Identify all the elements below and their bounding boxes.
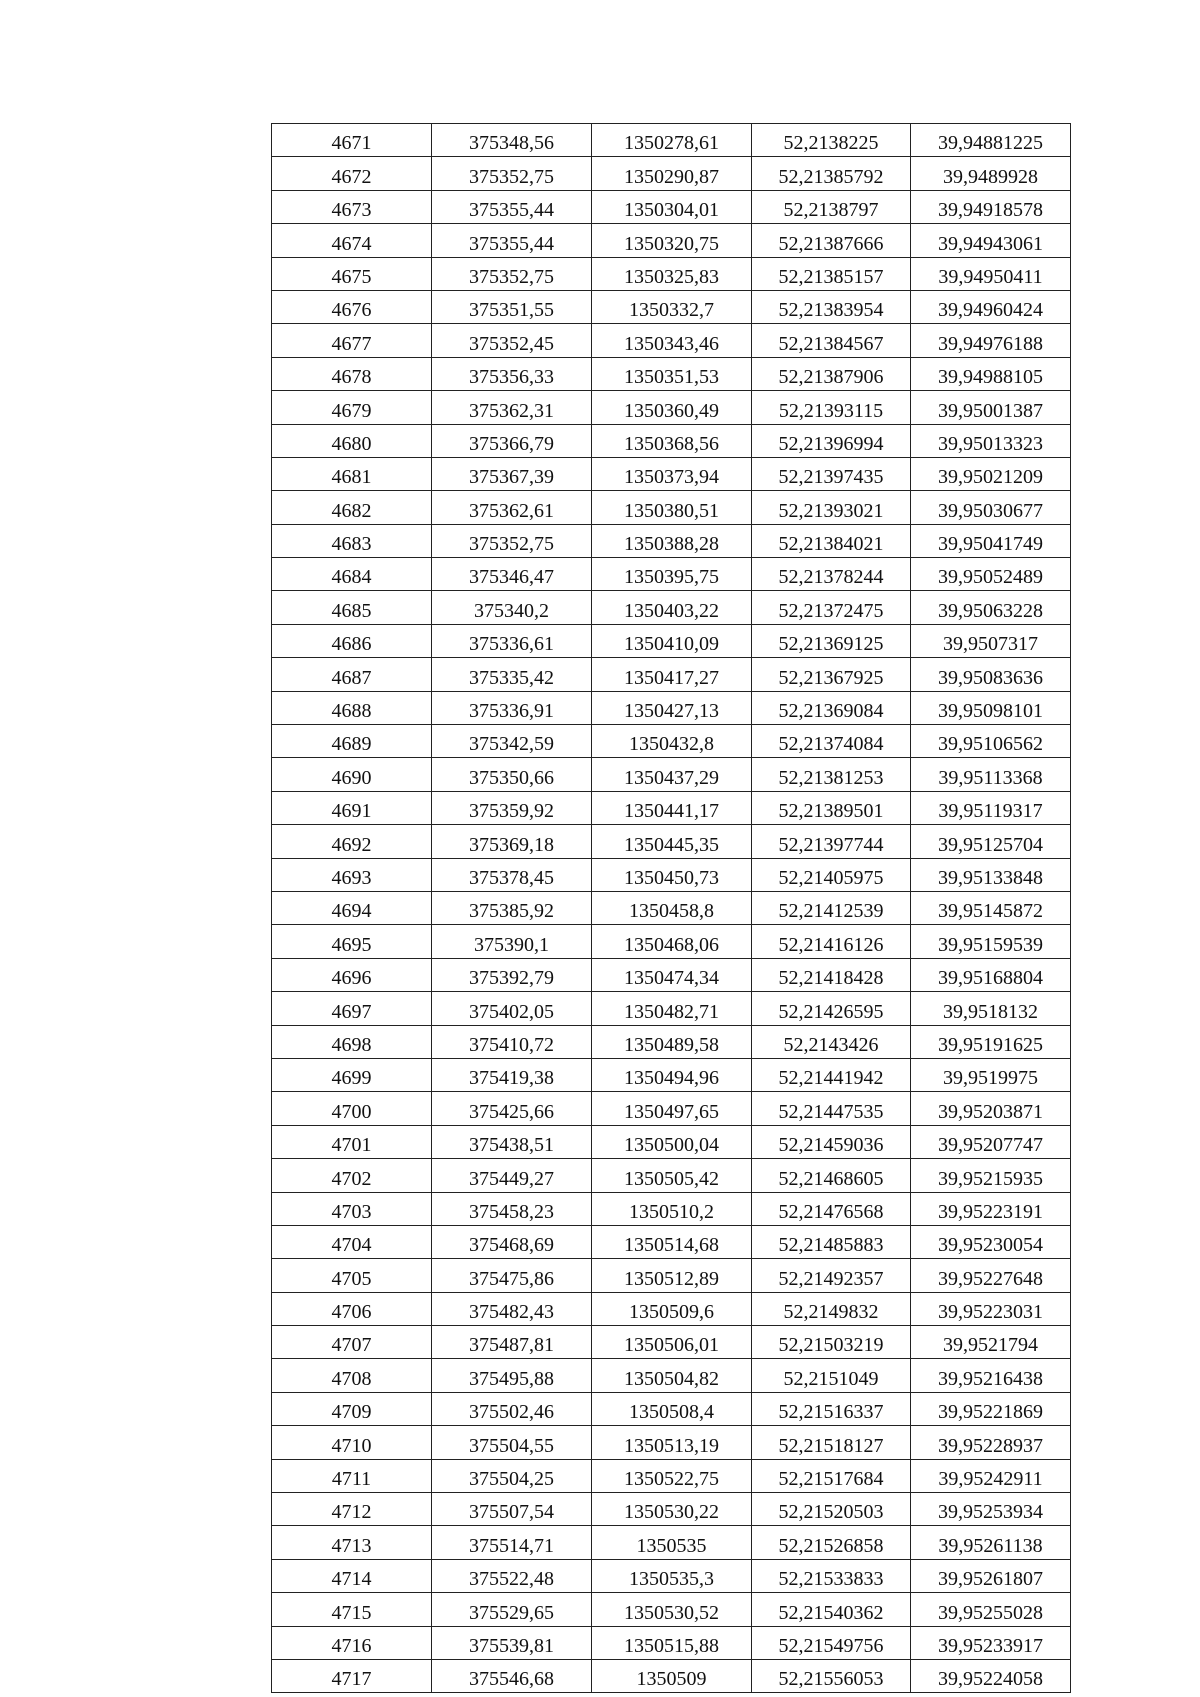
- table-row: [272, 357, 1071, 390]
- point-number-cell: 4712: [272, 1493, 432, 1526]
- y-coordinate-cell: 1350514,68: [592, 1225, 752, 1258]
- y-coordinate-cell: 1350368,56: [592, 424, 752, 457]
- x-coordinate-cell: 375336,91: [432, 691, 592, 724]
- y-coordinate-cell: 1350497,65: [592, 1092, 752, 1125]
- x-coordinate-cell: 375367,39: [432, 457, 592, 490]
- point-number-cell: 4677: [272, 324, 432, 357]
- point-number-cell: 4688: [272, 691, 432, 724]
- table-row: [272, 1326, 1071, 1359]
- table-row: [272, 1392, 1071, 1425]
- table-row: [272, 758, 1071, 791]
- latitude-cell: 52,21418428: [752, 958, 911, 991]
- table-row: [272, 157, 1071, 190]
- point-number-cell: 4698: [272, 1025, 432, 1058]
- latitude-cell: 52,21396994: [752, 424, 911, 457]
- longitude-cell: 39,95255028: [911, 1593, 1071, 1626]
- x-coordinate-cell: 375359,92: [432, 791, 592, 824]
- latitude-cell: 52,21385792: [752, 157, 911, 190]
- latitude-cell: 52,21378244: [752, 558, 911, 591]
- latitude-cell: 52,21459036: [752, 1125, 911, 1158]
- y-coordinate-cell: 1350304,01: [592, 190, 752, 223]
- point-number-cell: 4700: [272, 1092, 432, 1125]
- x-coordinate-cell: 375546,68: [432, 1659, 592, 1692]
- x-coordinate-cell: 375348,56: [432, 124, 592, 157]
- latitude-cell: 52,21549756: [752, 1626, 911, 1659]
- longitude-cell: 39,9507317: [911, 624, 1071, 657]
- latitude-cell: 52,2138797: [752, 190, 911, 223]
- point-number-cell: 4696: [272, 958, 432, 991]
- longitude-cell: 39,95083636: [911, 658, 1071, 691]
- longitude-cell: 39,9489928: [911, 157, 1071, 190]
- point-number-cell: 4685: [272, 591, 432, 624]
- table-row: [272, 424, 1071, 457]
- latitude-cell: 52,21387906: [752, 357, 911, 390]
- x-coordinate-cell: 375514,71: [432, 1526, 592, 1559]
- longitude-cell: 39,95159539: [911, 925, 1071, 958]
- latitude-cell: 52,21468605: [752, 1159, 911, 1192]
- x-coordinate-cell: 375335,42: [432, 658, 592, 691]
- x-coordinate-cell: 375502,46: [432, 1392, 592, 1425]
- longitude-cell: 39,95001387: [911, 391, 1071, 424]
- x-coordinate-cell: 375539,81: [432, 1626, 592, 1659]
- longitude-cell: 39,95021209: [911, 457, 1071, 490]
- x-coordinate-cell: 375352,75: [432, 524, 592, 557]
- table-row: [272, 391, 1071, 424]
- y-coordinate-cell: 1350332,7: [592, 290, 752, 323]
- point-number-cell: 4695: [272, 925, 432, 958]
- latitude-cell: 52,21387666: [752, 224, 911, 257]
- y-coordinate-cell: 1350432,8: [592, 725, 752, 758]
- x-coordinate-cell: 375350,66: [432, 758, 592, 791]
- y-coordinate-cell: 1350474,34: [592, 958, 752, 991]
- latitude-cell: 52,21393115: [752, 391, 911, 424]
- point-number-cell: 4679: [272, 391, 432, 424]
- table-row: [272, 1092, 1071, 1125]
- longitude-cell: 39,95261807: [911, 1559, 1071, 1592]
- longitude-cell: 39,95224058: [911, 1659, 1071, 1692]
- point-number-cell: 4694: [272, 891, 432, 924]
- table-row: [272, 725, 1071, 758]
- longitude-cell: 39,94976188: [911, 324, 1071, 357]
- x-coordinate-cell: 375356,33: [432, 357, 592, 390]
- x-coordinate-cell: 375468,69: [432, 1225, 592, 1258]
- x-coordinate-cell: 375351,55: [432, 290, 592, 323]
- point-number-cell: 4686: [272, 624, 432, 657]
- latitude-cell: 52,21520503: [752, 1493, 911, 1526]
- point-number-cell: 4692: [272, 825, 432, 858]
- longitude-cell: 39,95221869: [911, 1392, 1071, 1425]
- longitude-cell: 39,95228937: [911, 1426, 1071, 1459]
- longitude-cell: 39,95216438: [911, 1359, 1071, 1392]
- y-coordinate-cell: 1350508,4: [592, 1392, 752, 1425]
- y-coordinate-cell: 1350427,13: [592, 691, 752, 724]
- x-coordinate-cell: 375482,43: [432, 1292, 592, 1325]
- x-coordinate-cell: 375495,88: [432, 1359, 592, 1392]
- y-coordinate-cell: 1350380,51: [592, 491, 752, 524]
- latitude-cell: 52,21485883: [752, 1225, 911, 1258]
- point-number-cell: 4681: [272, 457, 432, 490]
- longitude-cell: 39,9518132: [911, 992, 1071, 1025]
- point-number-cell: 4708: [272, 1359, 432, 1392]
- x-coordinate-cell: 375336,61: [432, 624, 592, 657]
- latitude-cell: 52,21476568: [752, 1192, 911, 1225]
- table-row: [272, 1426, 1071, 1459]
- point-number-cell: 4716: [272, 1626, 432, 1659]
- table-row: [272, 491, 1071, 524]
- latitude-cell: 52,21426595: [752, 992, 911, 1025]
- point-number-cell: 4699: [272, 1058, 432, 1091]
- x-coordinate-cell: 375362,31: [432, 391, 592, 424]
- longitude-cell: 39,95203871: [911, 1092, 1071, 1125]
- x-coordinate-cell: 375366,79: [432, 424, 592, 457]
- y-coordinate-cell: 1350325,83: [592, 257, 752, 290]
- x-coordinate-cell: 375392,79: [432, 958, 592, 991]
- table-row: [272, 858, 1071, 891]
- point-number-cell: 4715: [272, 1593, 432, 1626]
- y-coordinate-cell: 1350505,42: [592, 1159, 752, 1192]
- y-coordinate-cell: 1350530,52: [592, 1593, 752, 1626]
- table-row: [272, 825, 1071, 858]
- y-coordinate-cell: 1350388,28: [592, 524, 752, 557]
- longitude-cell: 39,95013323: [911, 424, 1071, 457]
- y-coordinate-cell: 1350513,19: [592, 1426, 752, 1459]
- longitude-cell: 39,95041749: [911, 524, 1071, 557]
- y-coordinate-cell: 1350403,22: [592, 591, 752, 624]
- y-coordinate-cell: 1350417,27: [592, 658, 752, 691]
- longitude-cell: 39,94943061: [911, 224, 1071, 257]
- table-row: [272, 124, 1071, 157]
- x-coordinate-cell: 375352,75: [432, 257, 592, 290]
- y-coordinate-cell: 1350320,75: [592, 224, 752, 257]
- y-coordinate-cell: 1350351,53: [592, 357, 752, 390]
- point-number-cell: 4671: [272, 124, 432, 157]
- x-coordinate-cell: 375504,55: [432, 1426, 592, 1459]
- y-coordinate-cell: 1350395,75: [592, 558, 752, 591]
- point-number-cell: 4672: [272, 157, 432, 190]
- y-coordinate-cell: 1350450,73: [592, 858, 752, 891]
- latitude-cell: 52,21416126: [752, 925, 911, 958]
- point-number-cell: 4693: [272, 858, 432, 891]
- y-coordinate-cell: 1350373,94: [592, 457, 752, 490]
- table-row: [272, 1292, 1071, 1325]
- longitude-cell: 39,95233917: [911, 1626, 1071, 1659]
- x-coordinate-cell: 375504,25: [432, 1459, 592, 1492]
- y-coordinate-cell: 1350360,49: [592, 391, 752, 424]
- longitude-cell: 39,95106562: [911, 725, 1071, 758]
- longitude-cell: 39,94960424: [911, 290, 1071, 323]
- table-row: [272, 1593, 1071, 1626]
- table-row: [272, 1192, 1071, 1225]
- longitude-cell: 39,95261138: [911, 1526, 1071, 1559]
- table-row: [272, 257, 1071, 290]
- x-coordinate-cell: 375378,45: [432, 858, 592, 891]
- point-number-cell: 4704: [272, 1225, 432, 1258]
- point-number-cell: 4683: [272, 524, 432, 557]
- y-coordinate-cell: 1350494,96: [592, 1058, 752, 1091]
- point-number-cell: 4673: [272, 190, 432, 223]
- y-coordinate-cell: 1350504,82: [592, 1359, 752, 1392]
- x-coordinate-cell: 375522,48: [432, 1559, 592, 1592]
- latitude-cell: 52,21441942: [752, 1058, 911, 1091]
- latitude-cell: 52,21384021: [752, 524, 911, 557]
- table-row: [272, 1159, 1071, 1192]
- latitude-cell: 52,2149832: [752, 1292, 911, 1325]
- y-coordinate-cell: 1350468,06: [592, 925, 752, 958]
- y-coordinate-cell: 1350489,58: [592, 1025, 752, 1058]
- table-row: [272, 958, 1071, 991]
- latitude-cell: 52,21503219: [752, 1326, 911, 1359]
- point-number-cell: 4690: [272, 758, 432, 791]
- latitude-cell: 52,21397435: [752, 457, 911, 490]
- table-row: [272, 691, 1071, 724]
- latitude-cell: 52,2138225: [752, 124, 911, 157]
- x-coordinate-cell: 375449,27: [432, 1159, 592, 1192]
- point-number-cell: 4697: [272, 992, 432, 1025]
- point-number-cell: 4682: [272, 491, 432, 524]
- longitude-cell: 39,95133848: [911, 858, 1071, 891]
- x-coordinate-cell: 375340,2: [432, 591, 592, 624]
- longitude-cell: 39,9519975: [911, 1058, 1071, 1091]
- point-number-cell: 4691: [272, 791, 432, 824]
- x-coordinate-cell: 375390,1: [432, 925, 592, 958]
- latitude-cell: 52,21381253: [752, 758, 911, 791]
- longitude-cell: 39,95113368: [911, 758, 1071, 791]
- latitude-cell: 52,21517684: [752, 1459, 911, 1492]
- latitude-cell: 52,21369084: [752, 691, 911, 724]
- table-row: [272, 891, 1071, 924]
- point-number-cell: 4717: [272, 1659, 432, 1692]
- point-number-cell: 4674: [272, 224, 432, 257]
- table-row: [272, 190, 1071, 223]
- point-number-cell: 4707: [272, 1326, 432, 1359]
- x-coordinate-cell: 375458,23: [432, 1192, 592, 1225]
- point-number-cell: 4678: [272, 357, 432, 390]
- point-number-cell: 4706: [272, 1292, 432, 1325]
- latitude-cell: 52,2143426: [752, 1025, 911, 1058]
- latitude-cell: 52,21397744: [752, 825, 911, 858]
- x-coordinate-cell: 375529,65: [432, 1593, 592, 1626]
- point-number-cell: 4701: [272, 1125, 432, 1158]
- latitude-cell: 52,21533833: [752, 1559, 911, 1592]
- longitude-cell: 39,95030677: [911, 491, 1071, 524]
- table-row: [272, 224, 1071, 257]
- y-coordinate-cell: 1350535,3: [592, 1559, 752, 1592]
- y-coordinate-cell: 1350509: [592, 1659, 752, 1692]
- longitude-cell: 39,95168804: [911, 958, 1071, 991]
- table-row: [272, 1125, 1071, 1158]
- longitude-cell: 39,95227648: [911, 1259, 1071, 1292]
- latitude-cell: 52,2151049: [752, 1359, 911, 1392]
- longitude-cell: 39,94918578: [911, 190, 1071, 223]
- longitude-cell: 39,95098101: [911, 691, 1071, 724]
- y-coordinate-cell: 1350410,09: [592, 624, 752, 657]
- longitude-cell: 39,95125704: [911, 825, 1071, 858]
- x-coordinate-cell: 375355,44: [432, 190, 592, 223]
- y-coordinate-cell: 1350500,04: [592, 1125, 752, 1158]
- table-row: [272, 1526, 1071, 1559]
- longitude-cell: 39,95119317: [911, 791, 1071, 824]
- table-row: [272, 524, 1071, 557]
- x-coordinate-cell: 375507,54: [432, 1493, 592, 1526]
- y-coordinate-cell: 1350535: [592, 1526, 752, 1559]
- y-coordinate-cell: 1350290,87: [592, 157, 752, 190]
- x-coordinate-cell: 375352,45: [432, 324, 592, 357]
- x-coordinate-cell: 375369,18: [432, 825, 592, 858]
- longitude-cell: 39,95242911: [911, 1459, 1071, 1492]
- latitude-cell: 52,21385157: [752, 257, 911, 290]
- latitude-cell: 52,21405975: [752, 858, 911, 891]
- latitude-cell: 52,21556053: [752, 1659, 911, 1692]
- longitude-cell: 39,95145872: [911, 891, 1071, 924]
- x-coordinate-cell: 375425,66: [432, 1092, 592, 1125]
- x-coordinate-cell: 375438,51: [432, 1125, 592, 1158]
- table-row: [272, 591, 1071, 624]
- x-coordinate-cell: 375487,81: [432, 1326, 592, 1359]
- coordinates-table: [271, 123, 1071, 1693]
- longitude-cell: 39,95223031: [911, 1292, 1071, 1325]
- point-number-cell: 4676: [272, 290, 432, 323]
- x-coordinate-cell: 375352,75: [432, 157, 592, 190]
- y-coordinate-cell: 1350530,22: [592, 1493, 752, 1526]
- latitude-cell: 52,21412539: [752, 891, 911, 924]
- table-row: [272, 1025, 1071, 1058]
- point-number-cell: 4709: [272, 1392, 432, 1425]
- table-row: [272, 1259, 1071, 1292]
- y-coordinate-cell: 1350512,89: [592, 1259, 752, 1292]
- x-coordinate-cell: 375385,92: [432, 891, 592, 924]
- table-row: [272, 1559, 1071, 1592]
- latitude-cell: 52,21518127: [752, 1426, 911, 1459]
- x-coordinate-cell: 375342,59: [432, 725, 592, 758]
- longitude-cell: 39,95063228: [911, 591, 1071, 624]
- y-coordinate-cell: 1350441,17: [592, 791, 752, 824]
- y-coordinate-cell: 1350278,61: [592, 124, 752, 157]
- point-number-cell: 4702: [272, 1159, 432, 1192]
- table-row: [272, 558, 1071, 591]
- latitude-cell: 52,21389501: [752, 791, 911, 824]
- latitude-cell: 52,21492357: [752, 1259, 911, 1292]
- longitude-cell: 39,94881225: [911, 124, 1071, 157]
- table-row: [272, 1626, 1071, 1659]
- point-number-cell: 4710: [272, 1426, 432, 1459]
- longitude-cell: 39,9521794: [911, 1326, 1071, 1359]
- point-number-cell: 4714: [272, 1559, 432, 1592]
- latitude-cell: 52,21372475: [752, 591, 911, 624]
- y-coordinate-cell: 1350445,35: [592, 825, 752, 858]
- longitude-cell: 39,95253934: [911, 1493, 1071, 1526]
- table-row: [272, 290, 1071, 323]
- table-row: [272, 624, 1071, 657]
- table-row: [272, 1225, 1071, 1258]
- x-coordinate-cell: 375410,72: [432, 1025, 592, 1058]
- table-row: [272, 992, 1071, 1025]
- y-coordinate-cell: 1350343,46: [592, 324, 752, 357]
- longitude-cell: 39,95223191: [911, 1192, 1071, 1225]
- latitude-cell: 52,21384567: [752, 324, 911, 357]
- point-number-cell: 4705: [272, 1259, 432, 1292]
- y-coordinate-cell: 1350482,71: [592, 992, 752, 1025]
- y-coordinate-cell: 1350458,8: [592, 891, 752, 924]
- x-coordinate-cell: 375355,44: [432, 224, 592, 257]
- table-row: [272, 1058, 1071, 1091]
- y-coordinate-cell: 1350437,29: [592, 758, 752, 791]
- longitude-cell: 39,95207747: [911, 1125, 1071, 1158]
- coordinates-table-body: [272, 124, 1071, 1693]
- x-coordinate-cell: 375475,86: [432, 1259, 592, 1292]
- point-number-cell: 4703: [272, 1192, 432, 1225]
- longitude-cell: 39,94950411: [911, 257, 1071, 290]
- y-coordinate-cell: 1350506,01: [592, 1326, 752, 1359]
- latitude-cell: 52,21393021: [752, 491, 911, 524]
- longitude-cell: 39,94988105: [911, 357, 1071, 390]
- latitude-cell: 52,21447535: [752, 1092, 911, 1125]
- point-number-cell: 4711: [272, 1459, 432, 1492]
- latitude-cell: 52,21516337: [752, 1392, 911, 1425]
- x-coordinate-cell: 375419,38: [432, 1058, 592, 1091]
- longitude-cell: 39,95191625: [911, 1025, 1071, 1058]
- latitude-cell: 52,21540362: [752, 1593, 911, 1626]
- latitude-cell: 52,21367925: [752, 658, 911, 691]
- table-row: [272, 791, 1071, 824]
- y-coordinate-cell: 1350510,2: [592, 1192, 752, 1225]
- y-coordinate-cell: 1350522,75: [592, 1459, 752, 1492]
- x-coordinate-cell: 375402,05: [432, 992, 592, 1025]
- table-row: [272, 457, 1071, 490]
- point-number-cell: 4684: [272, 558, 432, 591]
- x-coordinate-cell: 375362,61: [432, 491, 592, 524]
- point-number-cell: 4680: [272, 424, 432, 457]
- table-row: [272, 658, 1071, 691]
- point-number-cell: 4675: [272, 257, 432, 290]
- table-row: [272, 1659, 1071, 1692]
- latitude-cell: 52,21374084: [752, 725, 911, 758]
- latitude-cell: 52,21383954: [752, 290, 911, 323]
- longitude-cell: 39,95230054: [911, 1225, 1071, 1258]
- table-row: [272, 1493, 1071, 1526]
- latitude-cell: 52,21369125: [752, 624, 911, 657]
- table-row: [272, 1459, 1071, 1492]
- table-row: [272, 925, 1071, 958]
- table-row: [272, 1359, 1071, 1392]
- point-number-cell: 4687: [272, 658, 432, 691]
- longitude-cell: 39,95052489: [911, 558, 1071, 591]
- y-coordinate-cell: 1350509,6: [592, 1292, 752, 1325]
- y-coordinate-cell: 1350515,88: [592, 1626, 752, 1659]
- longitude-cell: 39,95215935: [911, 1159, 1071, 1192]
- table-row: [272, 324, 1071, 357]
- point-number-cell: 4713: [272, 1526, 432, 1559]
- point-number-cell: 4689: [272, 725, 432, 758]
- x-coordinate-cell: 375346,47: [432, 558, 592, 591]
- latitude-cell: 52,21526858: [752, 1526, 911, 1559]
